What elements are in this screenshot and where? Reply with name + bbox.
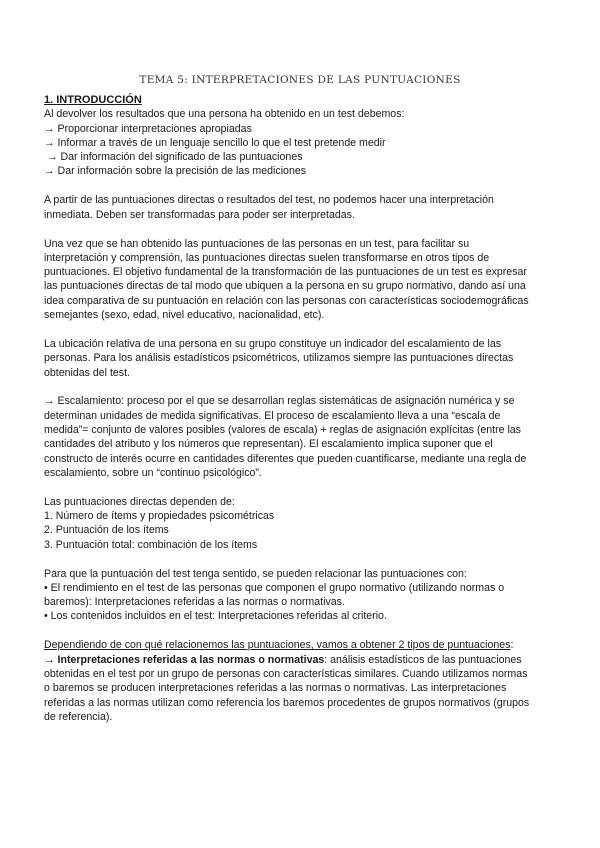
paragraph-line: inmediata. Deben ser transformadas para poder ser interpretadas. — [44, 208, 355, 221]
list-item: baremos): Interpretaciones referidas a las normas o normativas. — [44, 596, 345, 609]
paragraph-line: personas. Para los análisis estadísticos psicométricos, utilizamos siempre las puntuaciones directas — [44, 352, 514, 365]
intro-bullet: → Informar a través de un lenguaje sencillo lo que el test pretende medir — [44, 136, 386, 149]
bold-tail: : análisis estadísticos de las puntuaciones — [324, 653, 522, 666]
list-item: 3. Puntuación total: combinación de los ítems — [44, 538, 258, 551]
intro-bullet: → Dar información sobre la precisión de las mediciones — [44, 165, 307, 178]
section-heading: 1. INTRODUCCIÓN — [44, 94, 142, 106]
paragraph-line: escalamiento, sobre un “continuo psicológico”. — [44, 466, 262, 479]
paragraph-line: medida”= conjunto de valores posibles (valores de escala) + reglas de asignación explícitas (entre las — [44, 424, 521, 437]
paragraph-line: o baremos se producen interpretaciones referidas a las normas o normativas. Las interpretaciones — [44, 682, 507, 695]
list-item: 2. Puntuación de los ítems — [44, 524, 169, 537]
paragraph-line: Para que la puntuación del test tenga sentido, se pueden relacionar las puntuaciones con: — [44, 567, 467, 580]
intro-line: Al devolver los resultados que una persona ha obtenido en un test debemos: — [44, 108, 405, 121]
paragraph-line: Una vez que se han obtenido las puntuaciones de las personas en un test, para facilitar su — [44, 237, 470, 250]
paragraph-line: interpretación y comprensión, las puntuaciones directas suelen transformarse en otros tipos de — [44, 251, 490, 264]
paragraph-line: idea comparativa de su puntuación en relación con las personas con características sociodemográficas — [44, 294, 529, 307]
paragraph-line: semejantes (sexo, edad, nivel educativo, nacionalidad, etc). — [44, 309, 325, 322]
underlined-text: Dependiendo de con qué relacionemos las puntuaciones, vamos a obtener 2 tipos de puntuaciones — [44, 639, 511, 652]
underlined-tail: : — [510, 639, 514, 652]
paragraph-line: obtenidas en el test por un grupo de personas con características similares. Cuando utilizamos normas — [44, 667, 528, 680]
paragraph-line: determinan unidades de medida significativas. El proceso de escalamiento lleva a una “escala de — [44, 409, 501, 422]
intro-bullet: → Dar información del significado de las puntuaciones — [44, 151, 303, 164]
list-item: • Los contenidos incluidos en el test: Interpretaciones referidas al criterio. — [44, 610, 387, 623]
paragraph-line: puntuaciones. El objetivo fundamental de la transformación de las puntuaciones de un test es expresar — [44, 266, 527, 279]
paragraph-line: obtenidas del test. — [44, 366, 130, 379]
paragraph-line: cantidades del atributo y los números que representan). El escalamiento implica suponer que el — [44, 438, 493, 451]
paragraph-line — [44, 638, 556, 652]
bold-lead: → Interpretaciones referidas a las normas o normativas — [44, 653, 325, 666]
list-item: 1. Número de ítems y propiedades psicométricas — [44, 510, 275, 523]
paragraph-line: constructo de interés ocurre en cantidades diferentes que pueden cuantificarse, mediante una regla de — [44, 452, 527, 465]
paragraph-line: A partir de las puntuaciones directas o resultados del test, no podemos hacer una interpretación — [44, 194, 494, 207]
page-title: TEMA 5: INTERPRETACIONES DE LAS PUNTUACIONES — [139, 74, 461, 86]
paragraph-line: de referencia). — [44, 710, 113, 723]
list-item: • El rendimiento en el test de las personas que componen el grupo normativo (utilizando normas o — [44, 581, 505, 594]
paragraph-line: La ubicación relativa de una persona en su grupo constituye un indicador del escalamiento de las — [44, 337, 502, 350]
document-body — [44, 93, 556, 724]
paragraph-line: → Escalamiento: proceso por el que se desarrollan reglas sistemáticas de asignación numérica y se — [44, 395, 515, 408]
paragraph-line — [44, 653, 556, 667]
paragraph-line: las puntuaciones directas de tal modo que ubiquen a la persona en su grupo normativo, dando así una — [44, 280, 526, 293]
paragraph-line: referidas a las normas utilizan como referencia los baremos procedentes de grupos normativos (grupos — [44, 696, 530, 709]
paragraph-line: Las puntuaciones directas dependen de: — [44, 495, 235, 508]
intro-bullet: → Proporcionar interpretaciones apropiadas — [44, 122, 252, 135]
